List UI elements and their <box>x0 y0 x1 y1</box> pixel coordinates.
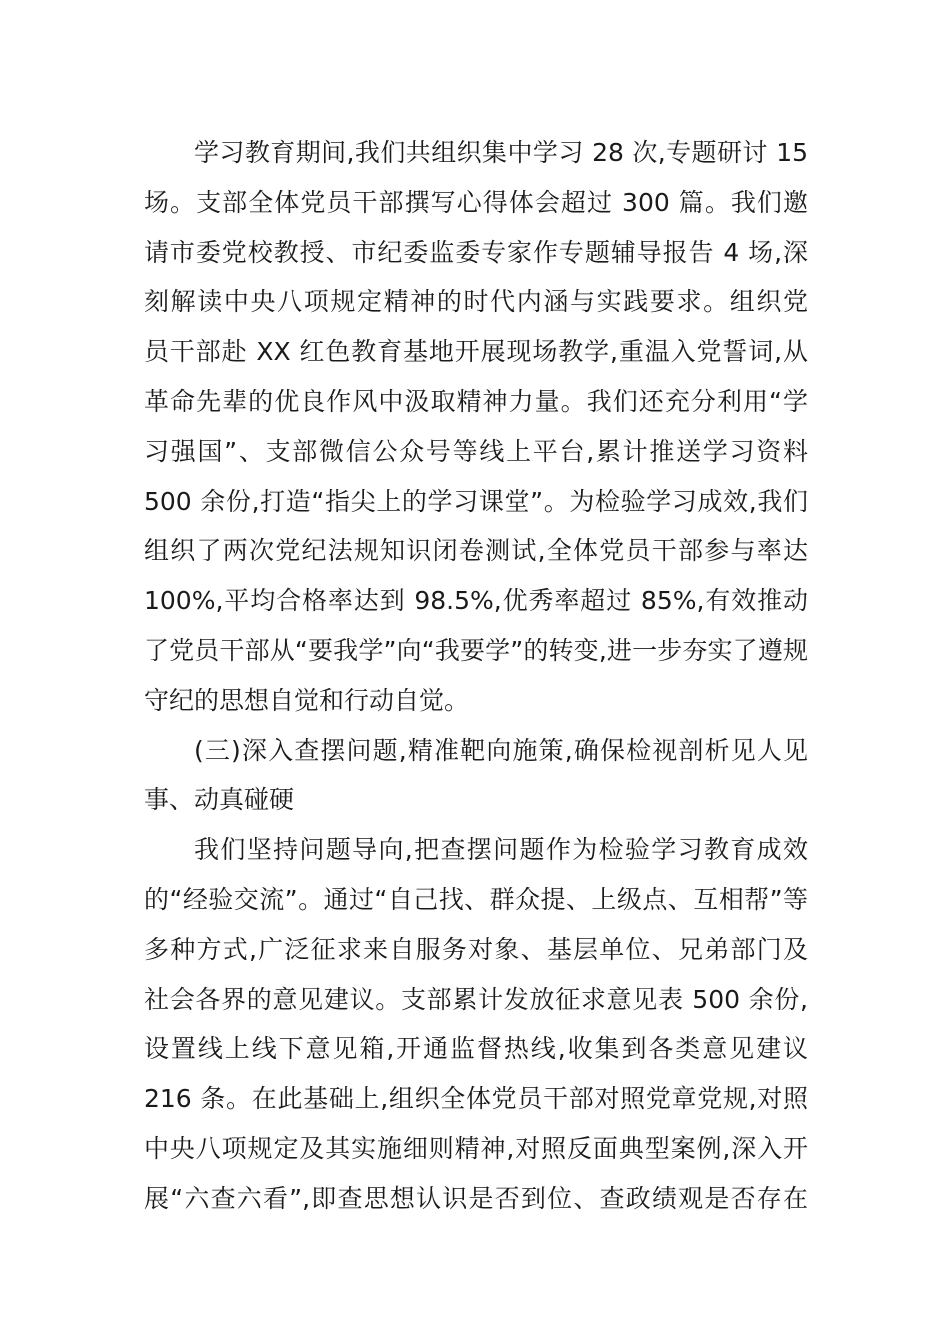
text-line: 多种方式,广泛征求来自服务对象、基层单位、兄弟部门及 <box>144 934 808 964</box>
text-line: 革命先辈的优良作风中汲取精神力量。我们还充分利用“学 <box>144 386 808 416</box>
text-line: 中央八项规定及其实施细则精神,对照反面典型案例,深入开 <box>144 1133 808 1163</box>
text-line: 社会各界的意见建议。支部累计发放征求意见表 500 余份, <box>144 984 808 1014</box>
text-line: 我们坚持问题导向,把查摆问题作为检验学习教育成效 <box>194 835 808 865</box>
paragraph-study-summary <box>144 128 808 726</box>
text-line: 请市委党校教授、市纪委监委专家作专题辅导报告 4 场,深 <box>144 237 808 267</box>
paragraph-problem-finding <box>144 825 808 1223</box>
text-line: 组织了两次党纪法规知识闭卷测试,全体党员干部参与率达 <box>144 536 808 566</box>
document-body <box>144 128 808 1224</box>
text-line: 守纪的思想自觉和行动自觉。 <box>144 685 470 715</box>
text-line: 刻解读中央八项规定精神的时代内涵与实践要求。组织党 <box>144 287 808 317</box>
text-line: 设置线上线下意见箱,开通监督热线,收集到各类意见建议 <box>144 1034 808 1064</box>
text-line: 场。支部全体党员干部撰写心得体会超过 300 篇。我们邀 <box>144 187 808 217</box>
heading-line: 事、动真碰硬 <box>144 785 295 815</box>
text-line: 学习教育期间,我们共组织集中学习 28 次,专题研讨 15 <box>194 138 808 167</box>
text-line: 100%,平均合格率达到 98.5%,优秀率超过 85%,有效推动 <box>144 586 808 616</box>
section-heading-3 <box>144 726 808 826</box>
text-line: 216 条。在此基础上,组织全体党员干部对照党章党规,对照 <box>144 1084 808 1114</box>
text-line: 习强国”、支部微信公众号等线上平台,累计推送学习资料 <box>144 436 808 466</box>
text-line: 500 余份,打造“指尖上的学习课堂”。为检验学习成效,我们 <box>144 486 808 516</box>
text-line: 员干部赴 XX 红色教育基地开展现场教学,重温入党誓词,从 <box>144 337 808 367</box>
text-line: 展“六查六看”,即查思想认识是否到位、查政绩观是否存在 <box>144 1183 808 1213</box>
text-line: 的“经验交流”。通过“自己找、群众提、上级点、互相帮”等 <box>144 884 808 914</box>
heading-line: (三)深入查摆问题,精准靶向施策,确保检视剖析见人见 <box>194 735 808 765</box>
text-line: 了党员干部从“要我学”向“我要学”的转变,进一步夯实了遵规 <box>144 635 808 665</box>
